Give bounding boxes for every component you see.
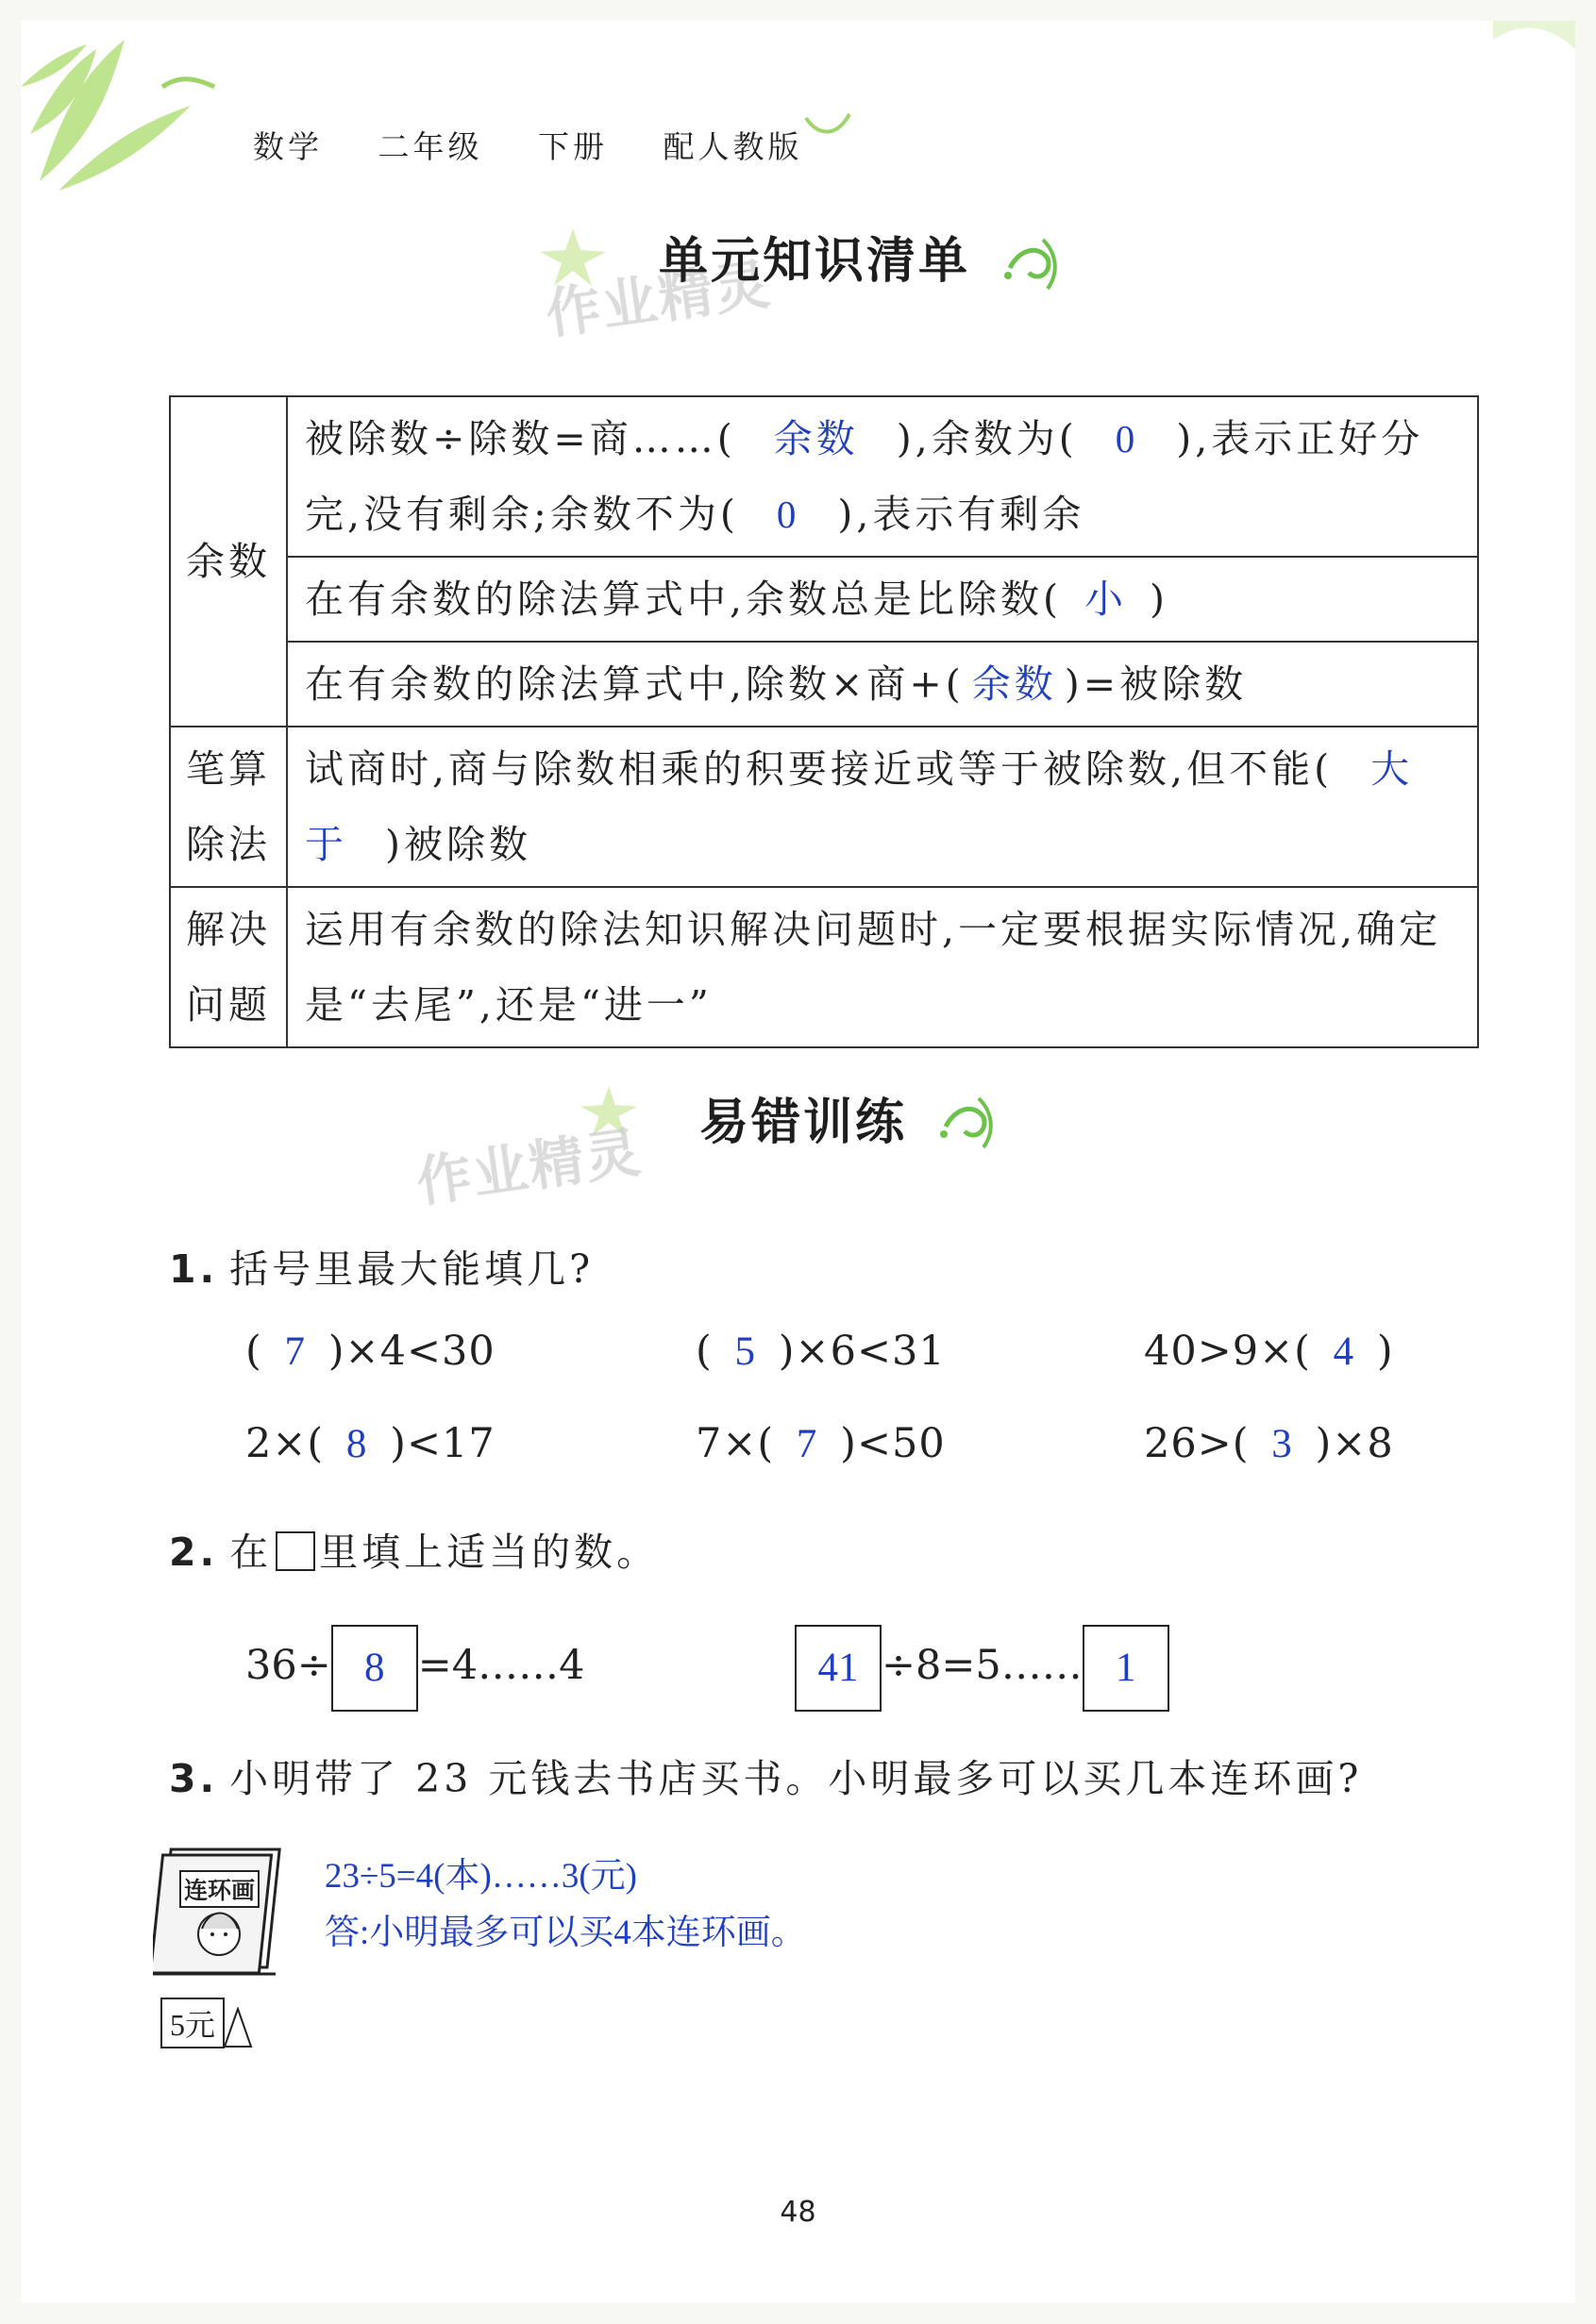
knowledge-row — [287, 557, 1478, 642]
answer-small: 小 — [1084, 577, 1128, 621]
text-part: )=被除数 — [1064, 661, 1248, 707]
category-written-division: 笔算除法 — [170, 727, 287, 887]
section-title-practice: 易错训练 — [699, 1095, 908, 1151]
question-text: 在 — [229, 1530, 273, 1575]
price-text: 5元 — [160, 1998, 225, 2048]
text-part: ),余数为( — [896, 416, 1078, 461]
text-part: ( — [696, 1328, 713, 1375]
header-volume: 下册 — [538, 128, 608, 165]
knowledge-table — [169, 395, 1479, 1048]
answer-digit: 7 — [796, 1422, 818, 1466]
comic-book-illustration — [153, 1842, 290, 1988]
workbook-page — [21, 21, 1575, 2303]
question-text: 里填上适当的数。 — [319, 1530, 660, 1575]
answer-greater: 大于 — [305, 747, 1414, 866]
page-number: 48 — [780, 2196, 816, 2229]
solution-line-2: 答:小明最多可以买4本连环画。 — [325, 1914, 806, 1952]
answer-zero: 0 — [1115, 417, 1139, 460]
text-part: 被除数÷除数=商……( — [305, 416, 736, 461]
text-part: 2×( — [245, 1420, 325, 1467]
text-part: 在有余数的除法算式中,余数总是比除数( — [305, 577, 1063, 622]
question-text: 小明带了 23 元钱去书店买书。小明最多可以买几本连环画? — [229, 1756, 1363, 1801]
watermark: 作业精灵 — [412, 1119, 647, 1215]
swirl-leaf-icon — [1000, 230, 1067, 296]
question-1 — [169, 1238, 594, 1294]
answer-box: 41 — [795, 1625, 882, 1712]
text-part: 7×( — [696, 1420, 775, 1467]
text-part: ) — [1150, 577, 1169, 622]
price-tag-point-icon — [225, 2007, 253, 2048]
answer-digit: 5 — [734, 1329, 757, 1374]
question-2 — [169, 1521, 659, 1577]
comic-book-icon — [153, 1842, 290, 1988]
palm-leaf-decoration — [21, 21, 238, 200]
inequality-item — [696, 1420, 946, 1467]
knowledge-row: 运用有余数的除法知识解决问题时,一定要根据实际情况,确定是“去尾”,还是“进一” — [287, 887, 1478, 1047]
answer-digit: 8 — [345, 1422, 368, 1466]
text-part: ) — [1376, 1328, 1394, 1375]
answer-digit: 3 — [1271, 1422, 1293, 1466]
equation-1 — [245, 1625, 585, 1712]
answer-box: 8 — [331, 1625, 418, 1712]
text-part: 40>9×( — [1144, 1328, 1311, 1375]
text-part: )<50 — [840, 1420, 946, 1467]
inequality-item — [245, 1420, 496, 1467]
page-header — [253, 123, 845, 167]
knowledge-row — [287, 396, 1478, 557]
text-part: )<17 — [390, 1420, 496, 1467]
question-number: 1. — [169, 1246, 219, 1292]
question-3 — [169, 1747, 1362, 1803]
corner-leaf-decoration — [1493, 21, 1575, 77]
swirl-leaf-icon — [936, 1089, 1002, 1155]
header-edition: 配人教版 — [663, 128, 803, 165]
text-part: 试商时,商与除数相乘的积要接近或等于被除数,但不能( — [305, 746, 1334, 792]
text-part: 36÷ — [245, 1642, 331, 1689]
text-part: )×6<31 — [778, 1328, 946, 1375]
text-part: 在有余数的除法算式中,除数×商+( — [305, 661, 965, 707]
header-subject: 数学 — [253, 128, 323, 165]
category-problem-solving: 解决问题 — [170, 887, 287, 1047]
inequality-item — [245, 1328, 496, 1375]
header-grade: 二年级 — [378, 128, 483, 165]
category-remainder: 余数 — [170, 396, 287, 727]
knowledge-row — [287, 727, 1478, 887]
answer-box: 1 — [1083, 1625, 1169, 1712]
section-title-knowledge: 单元知识清单 — [659, 233, 971, 290]
question-text: 括号里最大能填几? — [229, 1246, 595, 1292]
answer-digit: 4 — [1333, 1329, 1355, 1374]
answer-remainder: 余数 — [971, 662, 1057, 706]
solution-line-1: 23÷5=4(本)……3(元) — [325, 1857, 637, 1896]
text-part: ( — [245, 1328, 262, 1375]
square-box-icon — [276, 1531, 315, 1571]
text-part: )×8 — [1315, 1420, 1394, 1467]
text-part: 26>( — [1144, 1420, 1250, 1467]
text-part: ),表示有剩余 — [837, 492, 1085, 537]
question-number: 2. — [169, 1530, 219, 1575]
inequality-item — [1144, 1328, 1394, 1375]
knowledge-row — [287, 642, 1478, 727]
question-number: 3. — [169, 1756, 219, 1801]
text-part: )被除数 — [385, 822, 531, 867]
text-part: ÷8=5…… — [882, 1642, 1083, 1689]
text-part: =4……4 — [417, 1642, 585, 1689]
text-part: ),表示正好分完,没有剩余;余数不为( — [305, 416, 1424, 537]
text-part: )×4<30 — [328, 1328, 496, 1375]
inequality-item — [696, 1328, 946, 1375]
price-tag — [160, 1998, 253, 2048]
equation-2 — [795, 1625, 1169, 1712]
answer-zero: 0 — [776, 493, 800, 536]
inequality-item — [1144, 1420, 1394, 1467]
answer-digit: 7 — [284, 1329, 307, 1374]
answer-remainder: 余数 — [773, 417, 859, 460]
book-title: 连环画 — [179, 1870, 260, 1908]
watermark: 作业精灵 — [542, 251, 776, 347]
